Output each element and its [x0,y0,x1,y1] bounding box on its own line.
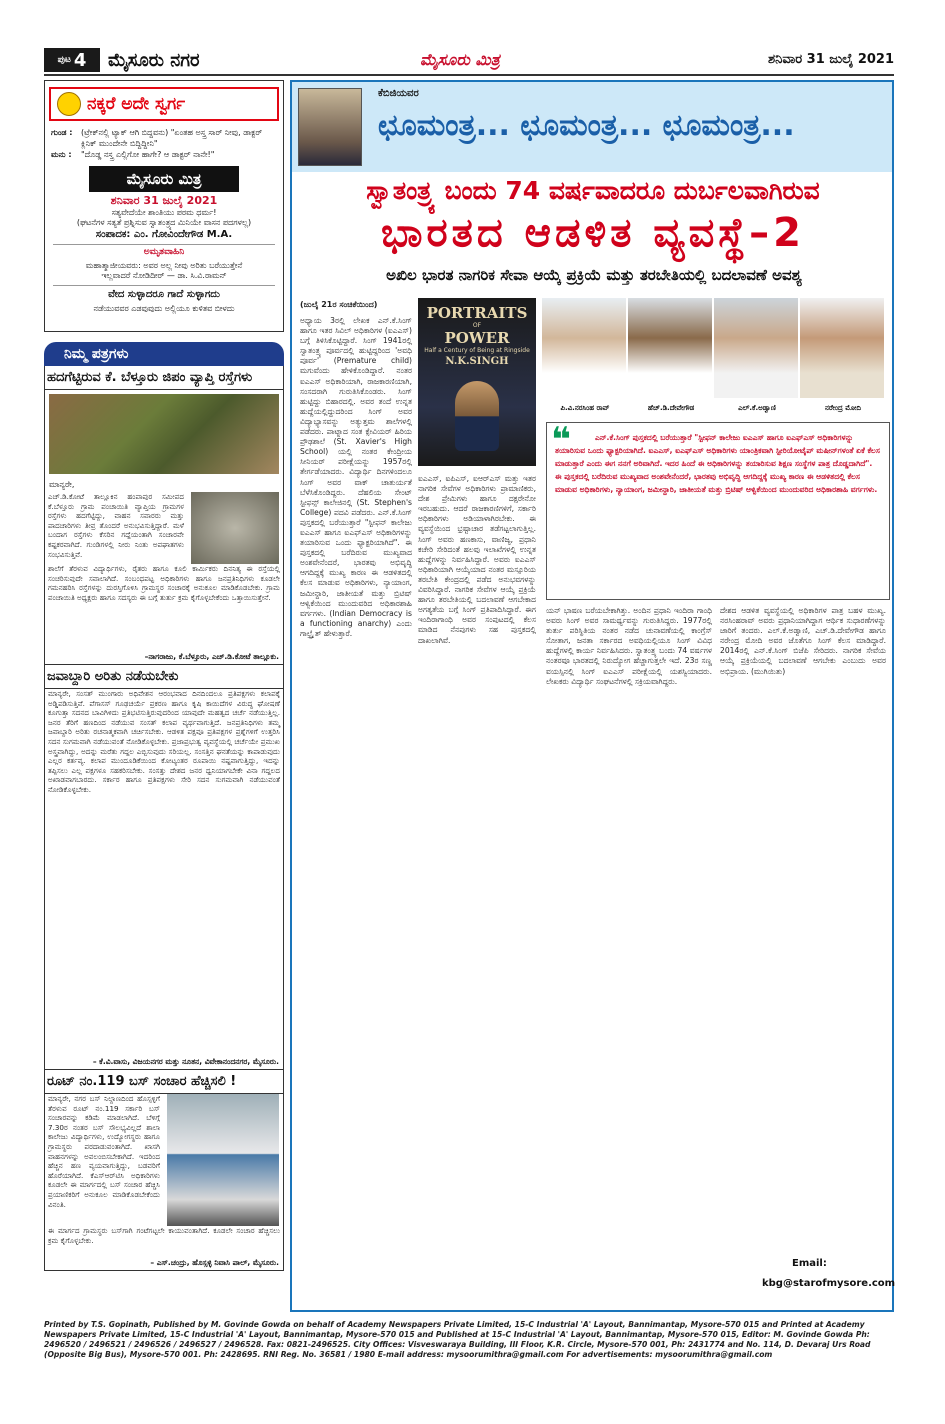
joke-line-1: ಗುಂಡ : (ಟ್ರೇಕ್‌ನಲ್ಲಿ ಟ್ಯಾಕ್ ಆಗಿ ಬಿದ್ದವನು) "ಏಂತಹ ಅಸ್ತ್ರ ಸಾರ್ ನೀವು, ಡಾಕ್ಟರ್ ಕ್ಲಿನಿಕ್ ಮುಂದೇನೇ ಬಿದ್ದಿದ್ದೀನಿ" [51,128,263,148]
letters-section-title: ನಿಮ್ಮ ಪತ್ರಗಳು [44,342,284,366]
author-portrait [455,381,499,451]
letter-3-signature: – ಎಸ್.ಚಂದ್ರು, ಹೊಸ್ಸಳ್ಳಿ ನಿವಾಸಿ ಪಾಲ್, ಮೈಸೂರು. [150,1258,279,1267]
pull-quote-text: ಎನ್.ಕೆ.ಸಿಂಗ್ ಪುಸ್ತಕದಲ್ಲಿ ಬರೆಯುತ್ತಾರೆ "ಸ್ಟೀಫನ್ ಕಾಲೇಜು ಐಎಎಸ್ ಹಾಗೂ ಐಎಫ್‌ಎಸ್ ಅಧಿಕಾರಿಗಳನ್ನು ತಯಾರಿಸುವ ಒಂದು ಫ್ಯಾಕ್ಟರಿಯಾಗಿದೆ. ಐಎಎಸ್, ಐಎಫ್‌ಎಸ್ ಅಧಿಕಾರಿಗಳು ಯಾಂತ್ರಿಕವಾಗಿ ಸ್ಟೀರಿಯೋಟೈಪ್ ಮಷೀನ್‌ಗಳಂತೆ ಏಕೆ ಕೆಲಸ ಮಾಡುತ್ತಾರೆ ಎಂದು ಈಗ ನನಗೆ ಅರಿವಾಗಿದೆ. ಇದರ ಹಿಂದೆ ಈ ಅಧಿಕಾರಿಗಳನ್ನು ತಯಾರಿಸುವ ಶಿಕ್ಷಣ ಸಂಸ್ಥೆಗಳ ಪಾತ್ರ ದೊಡ್ಡದಾಗಿದೆ". ಈ ಪುಸ್ತಕದಲ್ಲಿ ಬರೆದಿರುವ ಮುಖ್ಯವಾದ ಅಂಶವೇನೆಂದರೆ, ಭಾರತವು ಅಭಿವೃದ್ಧಿ ಆಗದಿದ್ದಕ್ಕೆ ಮುಖ್ಯ ಕಾರಣ ಈ ಆಡಳಿತದಲ್ಲಿ ಕೆಲಸ ಮಾಡುವ ಅಧಿಕಾರಿಗಳು, ನ್ಯಾಯಾಂಗ, ಜಮೀನ್ದಾರಿ, ಜಾತೀಯತೆ ಮತ್ತು ಬ್ರಿಟಿಷ್ ಆಳ್ವಿಕೆಯಿಂದ ಮುಂದುವರಿದ ಅಧಿಕಾರಶಾಹಿ ವರ್ಗಗಳು. [555,433,880,494]
politician-photo-4 [800,298,884,398]
letter-1-text: ಎಚ್.ಡಿ.ಕೋಟೆ ತಾಲ್ಲೂಕಿನ ಹಂಪಾಪುರ ಸಮೀಪದ ಕೆ.ಬೆಳ್ತೂರು ಗ್ರಾಮ ಪಂಚಾಯಿತಿ ವ್ಯಾಪ್ತಿಯ ಗ್ರಾಮಗಳ ರಸ್ತೆಗಳು ಹದಗೆಟ್ಟಿದ್ದು, ವಾಹನ ಸವಾರರು ಮತ್ತು ಪಾದಚಾರಿಗಳು ತೀವ್ರ ತೊಂದರೆ ಅನುಭವಿಸುತ್ತಿದ್ದಾರೆ. ಮಳೆ ಬಂದಾಗ ರಸ್ತೆಗಳು ಕೆಸರಿನ ಗದ್ದೆಯಂತಾಗಿ ಸಂಚಾರವೇ ಕಷ್ಟಕರವಾಗಿದೆ. ಗುಂಡಿಗಳಲ್ಲಿ ನೀರು ನಿಂತು ಅಪಘಾತಗಳು ಸಂಭವಿಸುತ್ತಿವೆ. [48,492,184,559]
editor-line: ಸಂಪಾದಕ: ಎಂ. ಗೋವಿಂದೇಗೌಡ M.A. [95,229,233,240]
politician-name-2: ಹೆಚ್.ಡಿ.ದೇವೇಗೌಡ [647,404,695,412]
book-title-2: POWER [444,329,510,347]
article-column-3: ಯನ್ ಭಾಷಣ ಬರೆಯಬೇಕಾಗಿತ್ತು. ಅಂದಿನ ಪ್ರಧಾನಿ ಇಂದಿರಾ ಗಾಂಧಿ ಅವರು ಸಿಂಗ್ ಅವರ ಸಾಮರ್ಥ್ಯವನ್ನು ಗುರುತಿಸಿದ್ದರು. 1977ರಲ್ಲಿ ತುರ್ತು ಪರಿಸ್ಥಿತಿಯ ನಂತರ ನಡೆದ ಚುನಾವಣೆಯಲ್ಲಿ ಕಾಂಗ್ರೆಸ್ ಸೋತಾಗ, ಜನತಾ ಸರ್ಕಾರದ ಅವಧಿಯಲ್ಲಿಯೂ ಸಿಂಗ್ ವಿವಿಧ ಹುದ್ದೆಗಳಲ್ಲಿ ಕಾರ್ಯ ನಿರ್ವಹಿಸಿದರು. ಸ್ವಾತಂತ್ರ್ಯ ಬಂದು 74 ವರ್ಷಗಳ ನಂತರವೂ ಭಾರತದಲ್ಲಿ ನಿರುದ್ಯೋಗ ಹೆಚ್ಚಾಗುತ್ತಲೇ ಇದೆ. 23ರ ಸಣ್ಣ ವಯಸ್ಸಿನಲ್ಲಿ ಸಿಂಗ್ ಐಎಎಸ್ ಪರೀಕ್ಷೆಯಲ್ಲಿ ಯಶಸ್ವಿಯಾದರು. ಲೇಖಕರು ವಿದ್ಯಾರ್ಥಿ ಸಂಘಟನೆಗಳಲ್ಲಿ ಸಕ್ರಿಯವಾಗಿದ್ದರು. [546,606,712,686]
letter-3-text-cont: ಈ ಮಾರ್ಗದ ಗ್ರಾಮಸ್ಥರು ಬಸ್‌ಗಾಗಿ ಗಂಟೆಗಟ್ಟಲೇ ಕಾಯುವಂತಾಗಿದೆ. ಕೂಡಲೇ ಸಂಚಾರ ಹೆಚ್ಚಿಸಲು ಕ್ರಮ ಕೈಗೊಳ್ಳಬೇಕು. [48,1226,280,1245]
letter-1-signature: –ನಾಗರಾಜು, ಕೆ.ಬೆಳ್ತೂರು, ಎಚ್.ಡಿ.ಕೋಟೆ ತಾಲ್ಲೂಕು. [144,652,279,661]
page-number-badge [44,48,100,72]
headline-line-1: ಸ್ವಾತಂತ್ರ್ಯ ಬಂದು 74 ವರ್ಷವಾದರೂ ದುರ್ಬಲವಾಗಿರುವ [366,176,820,205]
letter-2-headline: ಜವಾಬ್ದಾರಿ ಅರಿತು ನಡೆಯಬೇಕು [45,664,283,689]
continued-note: (ಜುಲೈ 21ರ ಸಂಚಿಕೆಯಿಂದ) [300,300,378,309]
amrut-quote-1: ಮಹಾತ್ಮಾಜೀಯವರು: ಅವರ ಅಲ್ಲ ನೀವು ಅರಿತು ಬರೆಯುತ್ತೇನೆ [85,261,243,270]
politician-photo-2 [628,298,712,398]
letter-1-salutation: ಮಾನ್ಯರೇ, [49,480,75,489]
headline-line-2: ಭಾರತದ ಆಡಳಿತ ವ್ಯವಸ್ಥೆ–2 [381,210,805,256]
amrut-title: ಅಮೃತವಾಹಿನಿ [53,244,275,257]
column-title: ಛೂಮಂತ್ರ... ಛೂಮಂತ್ರ... ಛೂಮಂತ್ರ... [378,108,795,143]
amrut-quote-2: ಇಲ್ಲವಾದರೆ ನೋಡಿದೀರ್ — ಡಾ. ಸಿ.ವಿ.ರಾಮನ್ [101,271,227,280]
nakkare-box [44,80,284,332]
columnist-email: kbg@starofmysore.com [762,1278,896,1289]
road-photo-2 [191,492,279,564]
article-column-2: ಐಎಎಸ್, ಐಪಿಎಸ್, ಐಆರ್‌ಎಸ್ ಮತ್ತು ಇತರ ನಾಗರಿಕ ಸೇವೆಗಳ ಅಧಿಕಾರಿಗಳು ಪ್ರಾಮಾಣಿಕರು, ದೇಶ ಪ್ರೇಮಿಗಳು ಹಾಗೂ ದಕ್ಷರೇನೋ ಇರಬಹುದು. ಆದರೆ ರಾಜಕಾರಣಿಗಳಿಗೆ, ಸರ್ಕಾರಿ ಅಧಿಕಾರಿಗಳು ಅಡಿಯಾಳಾಗಿರಬೇಕು. ಈ ವ್ಯವಸ್ಥೆಯಿಂದ ಭ್ರಷ್ಟಾಚಾರ ತಡೆಗಟ್ಟಲಾಗುತ್ತಿಲ್ಲ. ಸಿಂಗ್ ಅವರು ಹಣಕಾಸು, ವಾಣಿಜ್ಯ, ಪ್ರಧಾನಿ ಕಚೇರಿ ಸೇರಿದಂತೆ ಹಲವು ಇಲಾಖೆಗಳಲ್ಲಿ ಉನ್ನತ ಹುದ್ದೆಗಳನ್ನು ನಿರ್ವಹಿಸಿದ್ದಾರೆ. ಅವರು ಐಎಎಸ್ ಅಧಿಕಾರಿಯಾಗಿ ಆಯ್ಕೆಯಾದ ನಂತರ ಮಸ್ಸೂರಿಯ ತರಬೇತಿ ಕೇಂದ್ರದಲ್ಲಿ ಪಡೆದ ಅನುಭವಗಳನ್ನು ವಿವರಿಸಿದ್ದಾರೆ. ನಾಗರಿಕ ಸೇವೆಗಳ ಆಯ್ಕೆ ಪ್ರಕ್ರಿಯೆ ಹಾಗೂ ತರಬೇತಿಯಲ್ಲಿ ಬದಲಾವಣೆ ಆಗಬೇಕಾದ ಅಗತ್ಯತೆಯ ಬಗ್ಗೆ ಸಿಂಗ್ ಪ್ರತಿಪಾದಿಸಿದ್ದಾರೆ. ಈಗ ಇಂದಿರಾಗಾಂಧಿ ಅವರ ಸಂಪುಟದಲ್ಲಿ ಕೆಲಸ ಮಾಡಿದ ನೆನಪುಗಳು ಸಹ ಪುಸ್ತಕದಲ್ಲಿ ದಾಖಲಾಗಿವೆ. [418,474,536,645]
page-number: 4 [73,49,87,71]
nakkare-title: ನಕ್ಕರೆ ಅದೇ ಸ್ವರ್ಗ [49,87,279,121]
letters-box [44,366,284,1271]
masthead-tagline: ಸತ್ಯವೇದೆಯೇ ಶಾಂತಿಯು ಪರಮ ಧರ್ಮ! [111,208,217,217]
imprint-footer: Printed by T.S. Gopinath, Published by M. Govinde Gowda on behalf of Academy Newspapers Private Limited, 15-C Industrial 'A' Layout, Bannimantap, Mysore-570 015 and Printed at Academy Newspapers Private Limited, 15-C Industrial 'A' Layout, Bannimantap, Mysore-570 015 and Published at 15-C Industrial 'A' Layout, Bannimantap, Mysore-570 015, Editor: M. Govinde Gowda Ph: 2496520 / 2496521 / 2496526 / 2496527 / 2496528. Fax: 0821-2496525. City Offices: Visveswaraya Building, III Floor, K.R. Circle, Mysore-570 001, Ph: 2431774 and No. 114, D. Devaraj Urs Road (Opposite Big Bus), Mysore-570 001. Ph: 2428695. RNI Reg. No. 36581 / 1980 E-mail address: mysoorumithra@gmail.com For advertisements: mysoorumithra@gmail.com [44,1320,871,1359]
politician-photos [542,298,886,412]
columnist-photo [298,88,362,166]
masthead-date: ಶನಿವಾರ 31 ಜುಲೈ 2021 [110,194,218,207]
section-title: ಮೈಸೂರು ನಗರ [108,50,200,71]
politician-photo-3 [714,298,798,398]
columnist-name: ಕೆಬಿಜಿಯವರ [378,88,419,99]
book-author: N.K.SINGH [445,356,509,367]
proverb-sub: ನಡೆಯುವವರ ಎಡವುವುದು ಅಲ್ಲಿಯೂ ಕುಳಿತವ ಬೀಳದು [93,304,235,313]
column-banner [292,82,892,172]
letter-3-headline: ರೂಟ್ ನಂ.119 ಬಸ್ ಸಂಚಾರ ಹೆಚ್ಚಿಸಲಿ ! [45,1069,283,1094]
book-cover [418,298,536,466]
article-subheading: ಅಖಿಲ ಭಾರತ ನಾಗರಿಕ ಸೇವಾ ಆಯ್ಕೆ ಪ್ರಕ್ರಿಯೆ ಮತ್ತು ತರಬೇತಿಯಲ್ಲಿ ಬದಲಾವಣೆ ಅವಶ್ಯ [386,266,802,284]
page-label: ಪುಟ [57,55,71,65]
pull-quote [546,422,890,600]
letter-2-text: ಮಾನ್ಯರೇ, ಸಂಸತ್ ಮುಂಗಾರು ಅಧಿವೇಶನ ಆರಂಭವಾದ ದಿನದಿಂದಲೂ ಪ್ರತಿಪಕ್ಷಗಳು ಕಲಾಪಕ್ಕೆ ಅಡ್ಡಿಪಡಿಸುತ್ತಿವೆ. ಪೆಗಾಸಸ್ ಗೂಢಚರ್ಯೆ ಪ್ರಕರಣ ಹಾಗೂ ಕೃಷಿ ಕಾಯಿದೆಗಳ ವಿರುದ್ಧ ಘೋಷಣೆ ಕೂಗುತ್ತಾ ಸದನದ ಬಾವಿಗಿಳಿದು ಪ್ರತಿಭಟಿಸುತ್ತಿರುವುದರಿಂದ ಯಾವುದೇ ಮಹತ್ವದ ಚರ್ಚೆ ನಡೆಯುತ್ತಿಲ್ಲ. ಜನರ ತೆರಿಗೆ ಹಣದಿಂದ ನಡೆಯುವ ಸಂಸತ್ ಕಲಾಪ ವ್ಯರ್ಥವಾಗುತ್ತಿದೆ. ಜನಪ್ರತಿನಿಧಿಗಳು ತಮ್ಮ ಜವಾಬ್ದಾರಿ ಅರಿತು ರಚನಾತ್ಮಕವಾಗಿ ಚರ್ಚಿಸಬೇಕು. ಆಡಳಿತ ಪಕ್ಷವೂ ಪ್ರತಿಪಕ್ಷಗಳ ಪ್ರಶ್ನೆಗಳಿಗೆ ಉತ್ತರಿಸಿ ಸದನ ಸುಗಮವಾಗಿ ನಡೆಯುವಂತೆ ನೋಡಿಕೊಳ್ಳಬೇಕು. ಪ್ರಜಾಪ್ರಭುತ್ವ ವ್ಯವಸ್ಥೆಯಲ್ಲಿ ಚರ್ಚೆಯೇ ಪ್ರಮುಖ ಅಸ್ತ್ರವಾಗಿದ್ದು, ಅದನ್ನು ಮರೆತು ಗದ್ದಲ ಎಬ್ಬಿಸುವುದು ಸರಿಯಲ್ಲ. ಸಂಸತ್ತಿನ ಘನತೆಯನ್ನು ಕಾಪಾಡುವುದು ಎಲ್ಲರ ಕರ್ತವ್ಯ. ಕಲಾಪ ಮುಂದೂಡಿಕೆಯಿಂದ ಕೋಟ್ಯಂತರ ರೂಪಾಯಿ ನಷ್ಟವಾಗುತ್ತಿದ್ದು, ಇದನ್ನು ತಪ್ಪಿಸಲು ಎಲ್ಲ ಪಕ್ಷಗಳೂ ಸಹಕರಿಸಬೇಕು. ಸಂಸತ್ತು ದೇಶದ ಜನರ ಧ್ವನಿಯಾಗಬೇಕೇ ವಿನಾ ಗದ್ದಲದ ಅಖಾಡವಾಗಬಾರದು. ಸರ್ಕಾರ ಹಾಗೂ ಪ್ರತಿಪಕ್ಷಗಳು ಸೇರಿ ಸದನ ಸುಗಮವಾಗಿ ನಡೆಯುವಂತೆ ನೋಡಿಕೊಳ್ಳಬೇಕು. [48,689,280,794]
letter-1-headline: ಹದಗೆಟ್ಟಿರುವ ಕೆ. ಬೆಳ್ತೂರು ಜಿಪಂ ವ್ಯಾಪ್ತಿ ರಸ್ತೆಗಳು [45,366,283,390]
joke-line-2: ಮನು : "ದೊಡ್ಡ ನಸ್ತ್ರ ಎಲ್ಲಿಗೋ ಹಾಗೇ? ಆ ಡಾಕ್ಟರ್ ನಾನೇ!" [51,150,215,159]
book-subtitle: Half a Century of Being at Ringside [424,347,530,354]
letter-2-signature: – ಕೆ.ವಿ.ವಾಸು, ವಿಜಯನಗರ ಮತ್ತು ನೂತನ, ವಿವೇಕಾನಂದನಗರ, ಮೈಸೂರು. [92,1057,279,1066]
left-sidebar [44,80,284,1271]
politician-name-1: ಪಿ.ವಿ.ನರಸಿಂಹ ರಾವ್ [560,404,610,412]
book-title: PORTRAITS [426,304,528,322]
article-column-1: ಅಧ್ಯಾಯ 3ರಲ್ಲಿ ಲೇಖಕ ಎನ್.ಕೆ.ಸಿಂಗ್ ಹಾಗೂ ಇತರ ಸಿವಿಲ್ ಅಧಿಕಾರಿಗಳ (ಐಎಎಸ್) ಬಗ್ಗೆ ತಿಳಿಸಿಕೊಟ್ಟಿದ್ದಾರೆ. ಸಿಂಗ್ 1941ರಲ್ಲಿ ಸ್ವಾತಂತ್ರ್ಯ ಪೂರ್ವದಲ್ಲಿ ಹುಟ್ಟಿದ್ದರಿಂದ 'ಅವಧಿ ಪೂರ್ವ' (Premature child) ಮಗುವೆಂದು ಹೇಳಿಕೊಂಡಿದ್ದಾರೆ. ನಂತರ ಐಎಎಸ್ ಅಧಿಕಾರಿಯಾಗಿ, ರಾಜಕಾರಣಿಯಾಗಿ, ಸಂಸದರಾಗಿ ಗುರುತಿಸಿಕೊಂಡರು. ಸಿಂಗ್ ಹುಟ್ಟಿದ್ದು ಬಿಹಾರದಲ್ಲಿ. ಅವರ ತಂದೆ ಉನ್ನತ ಹುದ್ದೆಯಲ್ಲಿದ್ದುದರಿಂದ ಸಿಂಗ್ ಅವರ ವಿದ್ಯಾಭ್ಯಾಸವನ್ನು ಅತ್ಯುತ್ತಮ ಶಾಲೆಗಳಲ್ಲಿ ಪಡೆದರು. ಪಾಟ್ನಾದ ಸಂತ ಕ್ಸೇವಿಯರ್ ಹಿರಿಯ ಪ್ರೌಢಶಾಲೆ (St. Xavier's High School) ಯಲ್ಲಿ ನಂತರ ಕೇಂದ್ರೀಯ ಸೀನಿಯರ್ ಪರೀಕ್ಷೆಯನ್ನು 1957ರಲ್ಲಿ ತೇರ್ಗಡೆಯಾದರು. ವಿದ್ಯಾರ್ಥಿ ದಿನಗಳಿಂದಲೂ ಸಿಂಗ್ ಅವರ ವಾಕ್ ಚಾತುರ್ಯತೆ ಬೆಳೆಸಿಕೊಂಡಿದ್ದರು. ದೆಹಲಿಯ ಸೇಂಟ್ ಸ್ಟೀಫನ್ಸ್ ಕಾಲೇಜಿನಲ್ಲಿ (St. Stephen's College) ಪದವಿ ಪಡೆದರು. ಎನ್.ಕೆ.ಸಿಂಗ್ ಪುಸ್ತಕದಲ್ಲಿ ಬರೆಯುತ್ತಾರೆ "ಸ್ಟೀಫನ್ ಕಾಲೇಜು ಐಎಎಸ್ ಹಾಗೂ ಐಎಫ್‌ಎಸ್ ಅಧಿಕಾರಿಗಳನ್ನು ತಯಾರಿಸುವ ಒಂದು ಫ್ಯಾಕ್ಟರಿಯಾಗಿದೆ". ಈ ಪುಸ್ತಕದಲ್ಲಿ ಬರೆದಿರುವ ಮುಖ್ಯವಾದ ಅಂಶವೇನೆಂದರೆ, ಭಾರತವು ಅಭಿವೃದ್ಧಿ ಆಗದಿದ್ದಕ್ಕೆ ಮುಖ್ಯ ಕಾರಣ ಈ ಆಡಳಿತದಲ್ಲಿ ಕೆಲಸ ಮಾಡುವ ಅಧಿಕಾರಿಗಳು, ನ್ಯಾಯಾಂಗ, ಜಮೀನ್ದಾರಿ, ಜಾತೀಯತೆ ಮತ್ತು ಬ್ರಿಟಿಷ್ ಆಳ್ವಿಕೆಯಿಂದ ಮುಂದುವರಿದ ಅಧಿಕಾರಶಾಹಿ ವರ್ಗಗಳು. (Indian Democracy is a functioning anarchy) ಎಂದು ಗಾಲ್ಬ್ರೈತ್ ಹೇಳುತ್ತಾರೆ. [300,316,412,638]
quote-mark-icon: ❝ [551,420,571,460]
book-title-of: OF [472,322,482,329]
masthead-tagline-2: (ಘಟನೆಗಳ ಸತ್ಯತೆ ಪ್ರಶ್ನಿಸುವ ಸ್ವಾತಂತ್ರ್ಯದ ಮಿನಿಯೇ ವಾಸನ ಪದಗಳಲ್ಲ) [76,218,252,227]
laughing-face-icon [57,92,81,116]
masthead-logo: ಮೈಸೂರು ಮಿತ್ರ [89,166,239,192]
politician-name-3: ಎಲ್.ಕೆ.ಅಡ್ವಾಣಿ [738,404,776,412]
issue-date: ಶನಿವಾರ 31 ಜುಲೈ 2021 [767,52,894,67]
letter-1-text-cont: ಶಾಲೆಗೆ ತೆರಳುವ ವಿದ್ಯಾರ್ಥಿಗಳು, ರೈತರು ಹಾಗೂ ಕೂಲಿ ಕಾರ್ಮಿಕರು ದಿನನಿತ್ಯ ಈ ರಸ್ತೆಯಲ್ಲಿ ಸಂಚರಿಸುವುದೇ ಸವಾಲಾಗಿದೆ. ಸಂಬಂಧಪಟ್ಟ ಅಧಿಕಾರಿಗಳು ಹಾಗೂ ಜನಪ್ರತಿನಿಧಿಗಳು ಕೂಡಲೇ ಗಮನಹರಿಸಿ ರಸ್ತೆಗಳನ್ನು ದುರಸ್ತಿಗೊಳಿಸಿ ಗ್ರಾಮಸ್ಥರ ಸಂಚಾರಕ್ಕೆ ಅನುಕೂಲ ಮಾಡಿಕೊಡಬೇಕು. ಗ್ರಾಮ ಪಂಚಾಯಿತಿ ಅಧ್ಯಕ್ಷರು ಹಾಗೂ ಸದಸ್ಯರು ಈ ಬಗ್ಗೆ ತುರ್ತು ಕ್ರಮ ಕೈಗೊಳ್ಳಬೇಕೆಂದು ಒತ್ತಾಯಿಸುತ್ತೇನೆ. [48,564,280,602]
masthead: ಮೈಸೂರು ಮಿತ್ರ [420,50,500,69]
proverb: ವೇದ ಸುಳ್ಳಾದರೂ ಗಾದೆ ಸುಳ್ಳಾಗದು [53,285,275,300]
page-header [44,48,894,74]
bus-photo [167,1094,279,1226]
main-article [290,80,894,1312]
email-label: Email: [792,1258,827,1269]
letter-3-text: ಮಾನ್ಯರೇ, ನಗರ ಬಸ್ ನಿಲ್ದಾಣದಿಂದ ಹೊಸ್ಸಳ್ಳಿಗೆ ತೆರಳುವ ರೂಟ್ ನಂ.119 ಸರ್ಕಾರಿ ಬಸ್ ಸಂಚಾರವನ್ನು ಕಡಿಮೆ ಮಾಡಲಾಗಿದೆ. ಬೆಳಿಗ್ಗೆ 7.30ರ ನಂತರ ಬಸ್ ಸೌಲಭ್ಯವಿಲ್ಲದೆ ಶಾಲಾ ಕಾಲೇಜು ವಿದ್ಯಾರ್ಥಿಗಳು, ಉದ್ಯೋಗಸ್ಥರು ಹಾಗೂ ಗ್ರಾಮಸ್ಥರು ಪರದಾಡುವಂತಾಗಿದೆ. ಖಾಸಗಿ ವಾಹನಗಳನ್ನು ಅವಲಂಬಿಸಬೇಕಾಗಿದೆ. ಇದರಿಂದ ಹೆಚ್ಚಿನ ಹಣ ವ್ಯಯವಾಗುತ್ತಿದ್ದು, ಬಡವರಿಗೆ ಹೊರೆಯಾಗಿದೆ. ಕೆಎಸ್ಆರ್‌ಟಿಸಿ ಅಧಿಕಾರಿಗಳು ಕೂಡಲೇ ಈ ಮಾರ್ಗದಲ್ಲಿ ಬಸ್ ಸಂಚಾರ ಹೆಚ್ಚಿಸಿ ಪ್ರಯಾಣಿಕರಿಗೆ ಅನುಕೂಲ ಮಾಡಿಕೊಡಬೇಕೆಂದು ವಿನಂತಿ. [48,1094,160,1209]
politician-photo-1 [542,298,626,398]
header-rule [44,74,894,76]
article-column-4: ದೇಶದ ಆಡಳಿತ ವ್ಯವಸ್ಥೆಯಲ್ಲಿ ಅಧಿಕಾರಿಗಳ ಪಾತ್ರ ಬಹಳ ಮುಖ್ಯ. ನರಸಿಂಹರಾವ್ ಅವರು ಪ್ರಧಾನಿಯಾಗಿದ್ದಾಗ ಆರ್ಥಿಕ ಸುಧಾರಣೆಗಳನ್ನು ಜಾರಿಗೆ ತಂದರು. ಎಲ್.ಕೆ.ಅಡ್ವಾಣಿ, ಎಚ್.ಡಿ.ದೇವೇಗೌಡ ಹಾಗೂ ನರೇಂದ್ರ ಮೋದಿ ಅವರ ಜೊತೆಗೂ ಸಿಂಗ್ ಕೆಲಸ ಮಾಡಿದ್ದಾರೆ. 2014ರಲ್ಲಿ ಎನ್.ಕೆ.ಸಿಂಗ್ ಬಿಜೆಪಿ ಸೇರಿದರು. ನಾಗರಿಕ ಸೇವೆಯ ಆಯ್ಕೆ ಪ್ರಕ್ರಿಯೆಯಲ್ಲಿ ಬದಲಾವಣೆ ಆಗಬೇಕು ಎಂಬುದು ಅವರ ಅಭಿಪ್ರಾಯ. (ಮುಗಿಯಿತು) [720,606,886,676]
road-photo-1 [49,394,279,474]
politician-name-4: ನರೇಂದ್ರ ಮೋದಿ [824,404,862,412]
